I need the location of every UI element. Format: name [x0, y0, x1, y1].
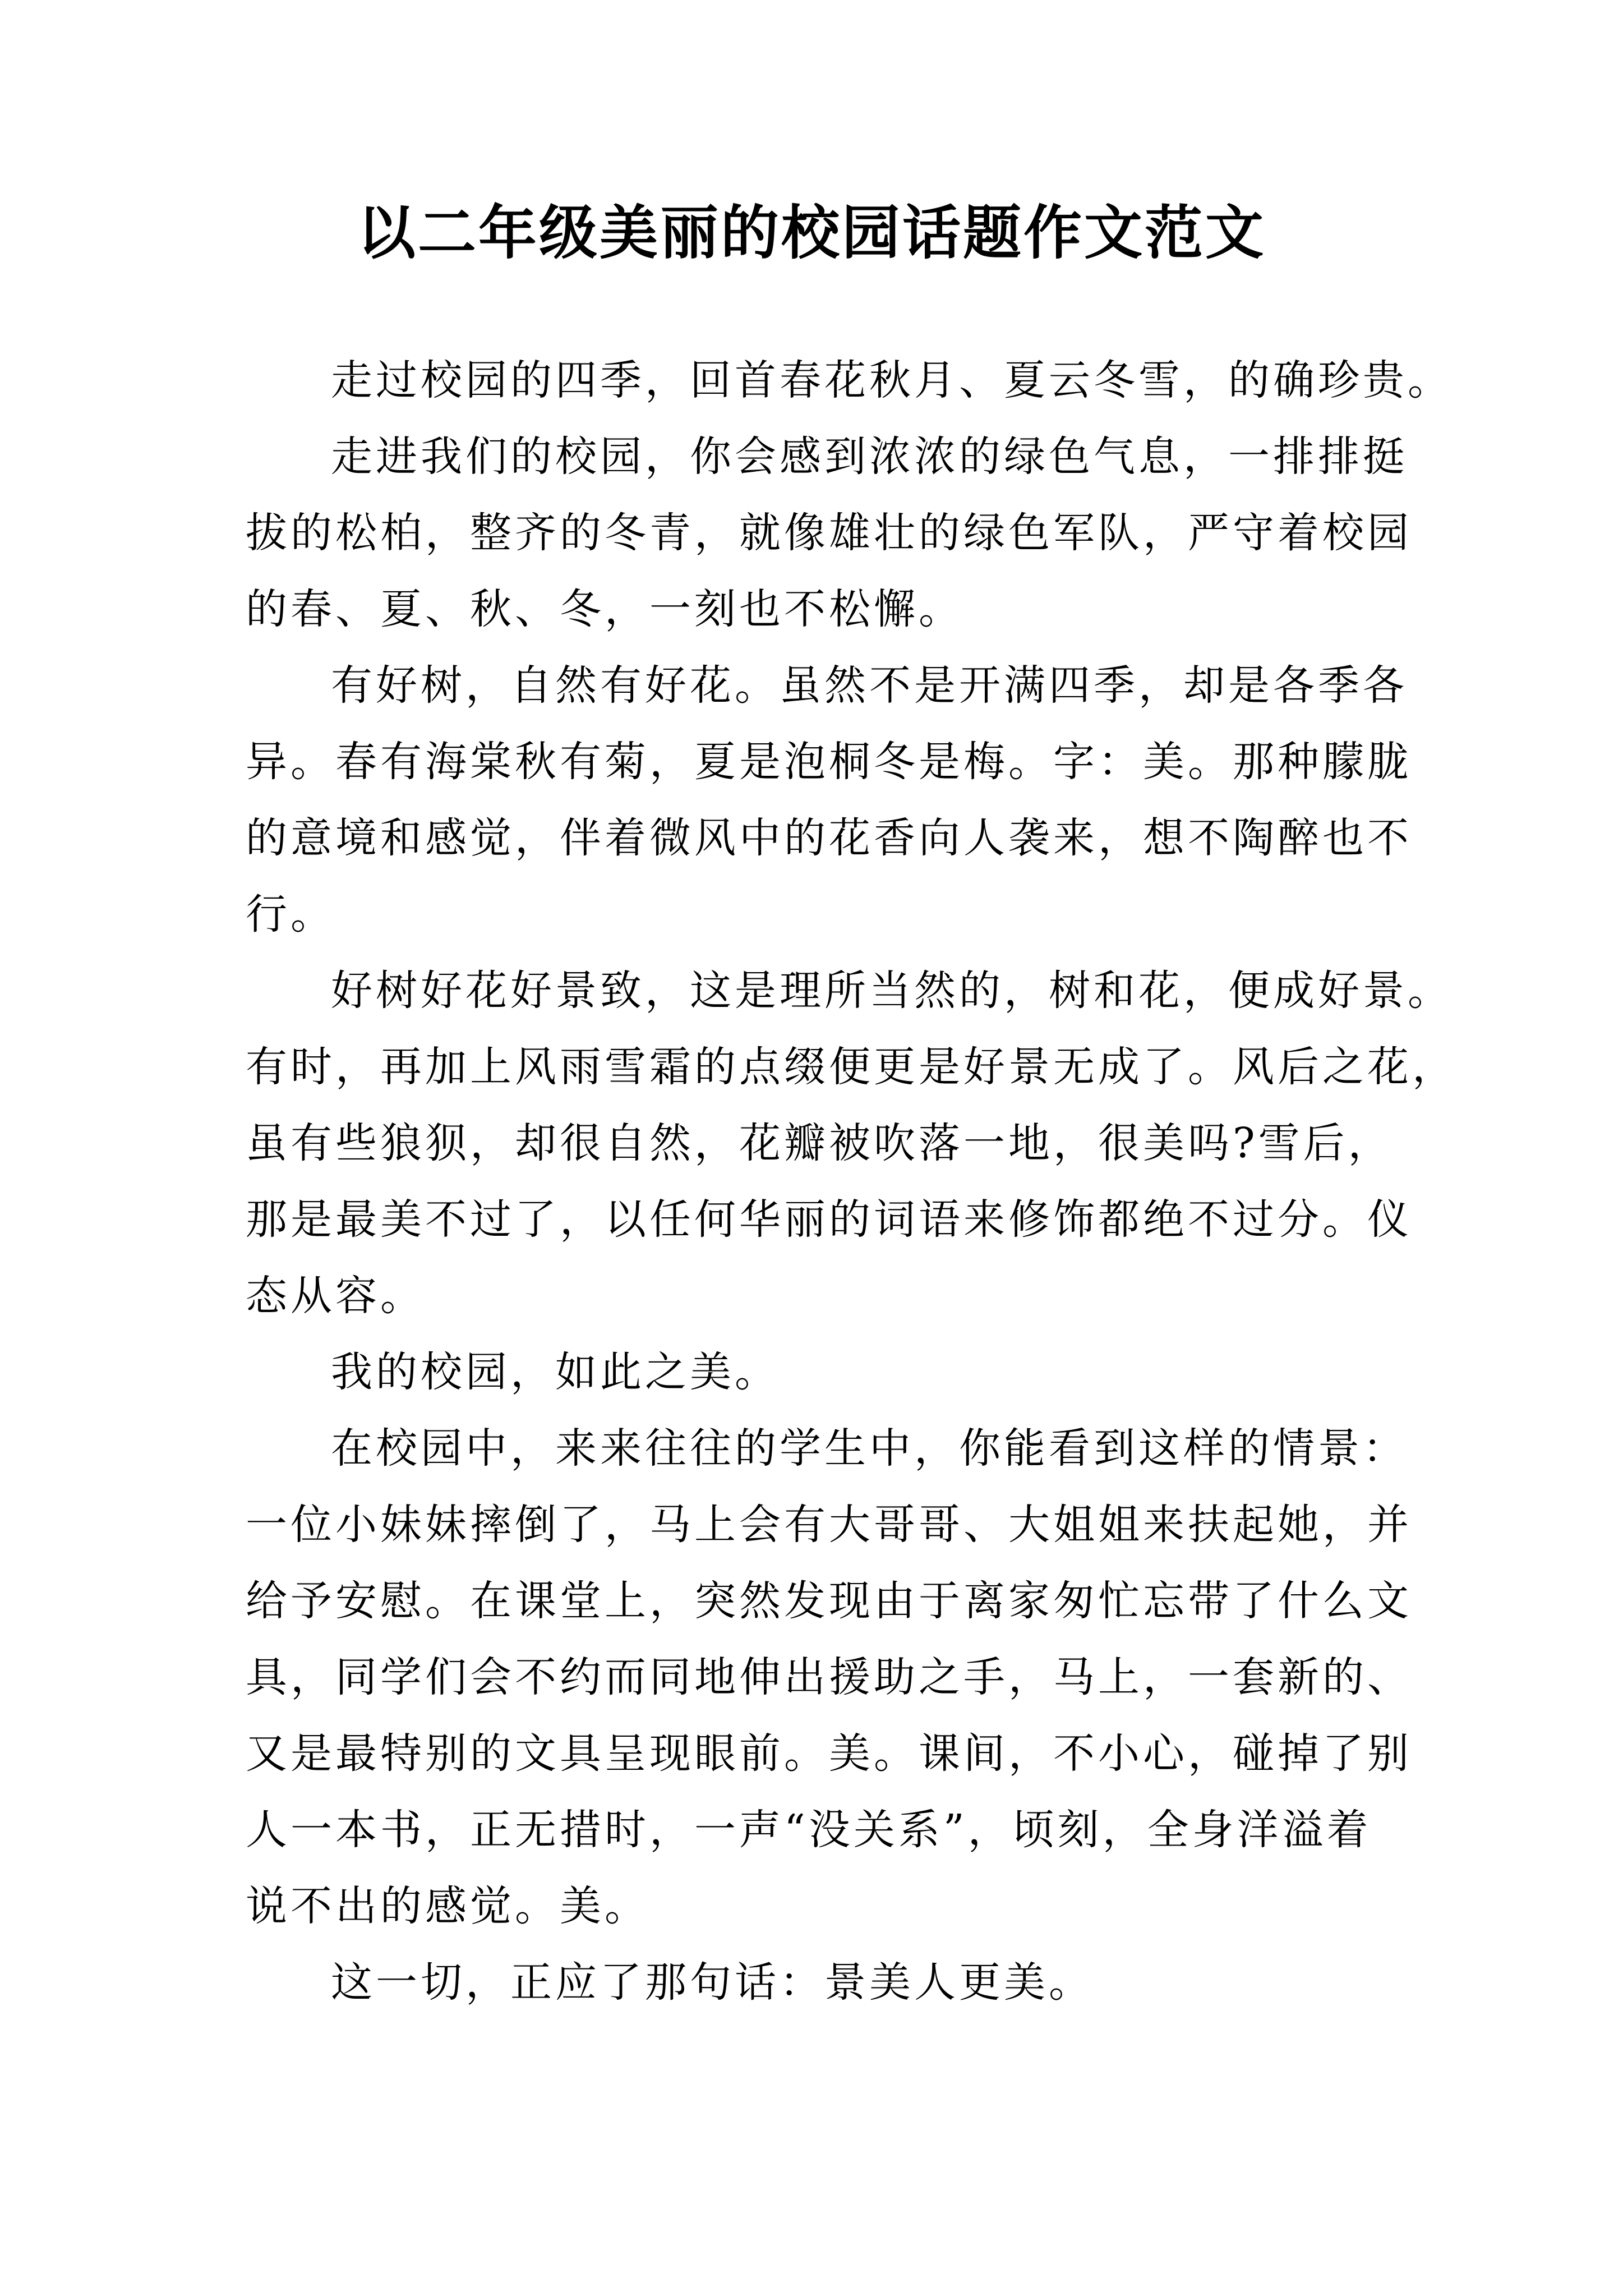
body-line: 一位小妹妹摔倒了，马上会有大哥哥、大姐姐来扶起她，并	[246, 1501, 1412, 1549]
body-line: 有好树，自然有好花。虽然不是开满四季，却是各季各	[331, 661, 1408, 710]
body-line: 说不出的感觉。美。	[246, 1882, 649, 1930]
document-body	[246, 342, 1457, 2021]
body-line: 好树好花好景致，这是理所当然的，树和花，便成好景。	[331, 967, 1453, 1015]
body-line: 的意境和感觉，伴着微风中的花香向人袭来，想不陶醉也不	[246, 814, 1412, 862]
body-line: 有时，再加上风雨雪霜的点缀便更是好景无成了。风后之花，	[246, 1043, 1457, 1091]
body-line: 异。春有海棠秋有菊，夏是泡桐冬是梅。字：美。那种朦胧	[246, 738, 1412, 786]
body-line: 那是最美不过了，以任何华丽的词语来修饰都绝不过分。仪	[246, 1195, 1412, 1244]
body-line: 人一本书，正无措时，一声“没关系”，顷刻，全身洋溢着	[246, 1806, 1372, 1854]
body-line: 拔的松柏，整齐的冬青，就像雄壮的绿色军队，严守着校园	[246, 509, 1412, 557]
body-line: 在校园中，来来往往的学生中，你能看到这样的情景：	[331, 1424, 1408, 1473]
body-line: 态从容。	[246, 1272, 425, 1320]
document-title: 以二年级美丽的校园话题作文范文	[357, 199, 1266, 267]
body-line: 行。	[246, 890, 335, 938]
body-line: 这一切，正应了那句话：景美人更美。	[331, 1958, 1094, 2007]
body-line: 走进我们的校园，你会感到浓浓的绿色气息，一排排挺	[331, 432, 1408, 481]
body-line: 的春、夏、秋、冬，一刻也不松懈。	[246, 585, 963, 633]
body-line: 虽有些狼狈，却很自然，花瓣被吹落一地，很美吗?雪后，	[246, 1119, 1393, 1167]
body-line: 具，同学们会不约而同地伸出援助之手，马上，一套新的、	[246, 1653, 1412, 1701]
body-line: 给予安慰。在课堂上，突然发现由于离家匆忙忘带了什么文	[246, 1577, 1412, 1625]
body-line: 我的校园，如此之美。	[331, 1348, 780, 1396]
body-line: 又是最特别的文具呈现眼前。美。课间，不小心，碰掉了别	[246, 1729, 1412, 1778]
body-line: 走过校园的四季，回首春花秋月、夏云冬雪，的确珍贵。	[331, 356, 1453, 404]
